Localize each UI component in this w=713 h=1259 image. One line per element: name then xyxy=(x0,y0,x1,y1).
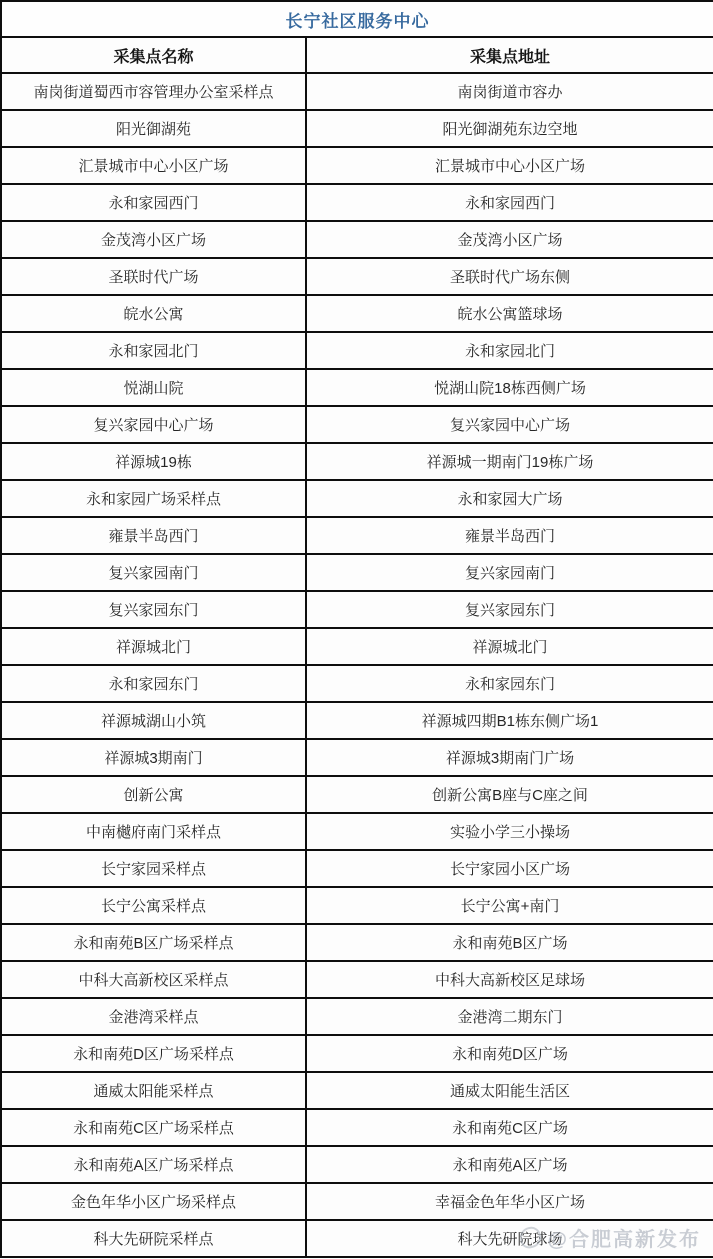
collection-point-name-cell: 永和家园广场采样点 xyxy=(1,480,306,517)
collection-point-name-cell: 金茂湾小区广场 xyxy=(1,221,306,258)
table-row xyxy=(1,480,713,517)
table-row xyxy=(1,591,713,628)
table-row xyxy=(1,517,713,554)
collection-point-name-cell: 创新公寓 xyxy=(1,776,306,813)
collection-point-name-cell: 皖水公寓 xyxy=(1,295,306,332)
collection-point-address-cell: 南岗街道市容办 xyxy=(306,73,713,110)
table-row xyxy=(1,406,713,443)
collection-point-name-cell: 永和南苑A区广场采样点 xyxy=(1,1146,306,1183)
collection-point-address-cell: 雍景半岛西门 xyxy=(306,517,713,554)
collection-point-name-cell: 永和南苑B区广场采样点 xyxy=(1,924,306,961)
collection-point-address-cell: 复兴家园南门 xyxy=(306,554,713,591)
collection-point-address-cell: 皖水公寓篮球场 xyxy=(306,295,713,332)
collection-point-address-cell: 祥源城3期南门广场 xyxy=(306,739,713,776)
collection-point-address-cell: 永和家园西门 xyxy=(306,184,713,221)
table-row xyxy=(1,332,713,369)
table-title-row xyxy=(1,1,713,37)
table-row xyxy=(1,443,713,480)
collection-point-address-cell: 长宁家园小区广场 xyxy=(306,850,713,887)
collection-point-address-cell: 汇景城市中心小区广场 xyxy=(306,147,713,184)
table-row xyxy=(1,184,713,221)
table-row xyxy=(1,295,713,332)
collection-point-name-cell: 永和南苑D区广场采样点 xyxy=(1,1035,306,1072)
collection-point-name-cell: 中科大高新校区采样点 xyxy=(1,961,306,998)
collection-point-address-cell: 永和家园东门 xyxy=(306,665,713,702)
table-row xyxy=(1,147,713,184)
collection-point-name-cell: 通威太阳能采样点 xyxy=(1,1072,306,1109)
collection-point-name-cell: 长宁家园采样点 xyxy=(1,850,306,887)
collection-point-name-cell: 永和家园北门 xyxy=(1,332,306,369)
collection-points-table-body xyxy=(1,1,713,1257)
collection-point-name-cell: 汇景城市中心小区广场 xyxy=(1,147,306,184)
collection-point-name-cell: 长宁公寓采样点 xyxy=(1,887,306,924)
collection-point-address-cell: 永和南苑C区广场 xyxy=(306,1109,713,1146)
collection-point-address-cell: 幸福金色年华小区广场 xyxy=(306,1183,713,1220)
collection-point-name-cell: 永和家园西门 xyxy=(1,184,306,221)
table-row xyxy=(1,776,713,813)
table-row xyxy=(1,258,713,295)
table-row xyxy=(1,924,713,961)
table-row xyxy=(1,1035,713,1072)
collection-point-name-cell: 阳光御湖苑 xyxy=(1,110,306,147)
table-row xyxy=(1,73,713,110)
collection-point-address-cell: 科大先研院球场 xyxy=(306,1220,713,1257)
table-row xyxy=(1,1183,713,1220)
collection-point-name-cell: 复兴家园中心广场 xyxy=(1,406,306,443)
collection-point-address-cell: 永和家园大广场 xyxy=(306,480,713,517)
collection-point-address-cell: 通威太阳能生活区 xyxy=(306,1072,713,1109)
table-row xyxy=(1,961,713,998)
collection-point-name-cell: 复兴家园南门 xyxy=(1,554,306,591)
table-row xyxy=(1,850,713,887)
collection-point-address-cell: 永和家园北门 xyxy=(306,332,713,369)
table-row xyxy=(1,739,713,776)
collection-point-address-cell: 阳光御湖苑东边空地 xyxy=(306,110,713,147)
collection-point-name-cell: 永和南苑C区广场采样点 xyxy=(1,1109,306,1146)
collection-point-address-cell: 永和南苑A区广场 xyxy=(306,1146,713,1183)
collection-point-name-cell: 雍景半岛西门 xyxy=(1,517,306,554)
collection-point-address-cell: 永和南苑D区广场 xyxy=(306,1035,713,1072)
collection-point-address-cell: 中科大高新校区足球场 xyxy=(306,961,713,998)
table-row xyxy=(1,887,713,924)
collection-point-name-cell: 南岗街道蜀西市容管理办公室采样点 xyxy=(1,73,306,110)
collection-point-name-cell: 祥源城3期南门 xyxy=(1,739,306,776)
table-row xyxy=(1,998,713,1035)
column-header-name: 采集点名称 xyxy=(1,37,306,73)
watermark-text: @合肥高新发布 xyxy=(547,1229,701,1251)
table-row xyxy=(1,1109,713,1146)
collection-point-name-cell: 复兴家园东门 xyxy=(1,591,306,628)
table-row xyxy=(1,1072,713,1109)
table-row xyxy=(1,665,713,702)
collection-point-address-cell: 创新公寓B座与C座之间 xyxy=(306,776,713,813)
collection-point-name-cell: 金色年华小区广场采样点 xyxy=(1,1183,306,1220)
collection-point-address-cell: 祥源城四期B1栋东侧广场1 xyxy=(306,702,713,739)
collection-point-name-cell: 永和家园东门 xyxy=(1,665,306,702)
collection-point-name-cell: 中南樾府南门采样点 xyxy=(1,813,306,850)
collection-point-name-cell: 科大先研院采样点 xyxy=(1,1220,306,1257)
table-row xyxy=(1,369,713,406)
collection-point-address-cell: 实验小学三小操场 xyxy=(306,813,713,850)
table-row xyxy=(1,628,713,665)
collection-point-address-cell: 祥源城一期南门19栋广场 xyxy=(306,443,713,480)
table-row xyxy=(1,1146,713,1183)
table-row xyxy=(1,702,713,739)
collection-point-address-cell: 复兴家园东门 xyxy=(306,591,713,628)
collection-point-address-cell: 金茂湾小区广场 xyxy=(306,221,713,258)
collection-point-name-cell: 圣联时代广场 xyxy=(1,258,306,295)
collection-point-address-cell: 圣联时代广场东侧 xyxy=(306,258,713,295)
column-header-address: 采集点地址 xyxy=(306,37,713,73)
collection-point-address-cell: 永和南苑B区广场 xyxy=(306,924,713,961)
collection-point-name-cell: 祥源城湖山小筑 xyxy=(1,702,306,739)
collection-point-address-cell: 祥源城北门 xyxy=(306,628,713,665)
collection-point-address-cell: 金港湾二期东门 xyxy=(306,998,713,1035)
table-row xyxy=(1,813,713,850)
table-row xyxy=(1,554,713,591)
collection-point-address-cell: 悦湖山院18栋西侧广场 xyxy=(306,369,713,406)
collection-point-name-cell: 祥源城北门 xyxy=(1,628,306,665)
collection-point-address-cell: 长宁公寓+南门 xyxy=(306,887,713,924)
collection-point-address-cell: 复兴家园中心广场 xyxy=(306,406,713,443)
table-row xyxy=(1,221,713,258)
table-row xyxy=(1,110,713,147)
page-title: 长宁社区服务中心 xyxy=(1,1,713,37)
table-header-row xyxy=(1,37,713,73)
table-row xyxy=(1,1220,713,1257)
collection-point-name-cell: 祥源城19栋 xyxy=(1,443,306,480)
collection-point-name-cell: 金港湾采样点 xyxy=(1,998,306,1035)
collection-point-name-cell: 悦湖山院 xyxy=(1,369,306,406)
